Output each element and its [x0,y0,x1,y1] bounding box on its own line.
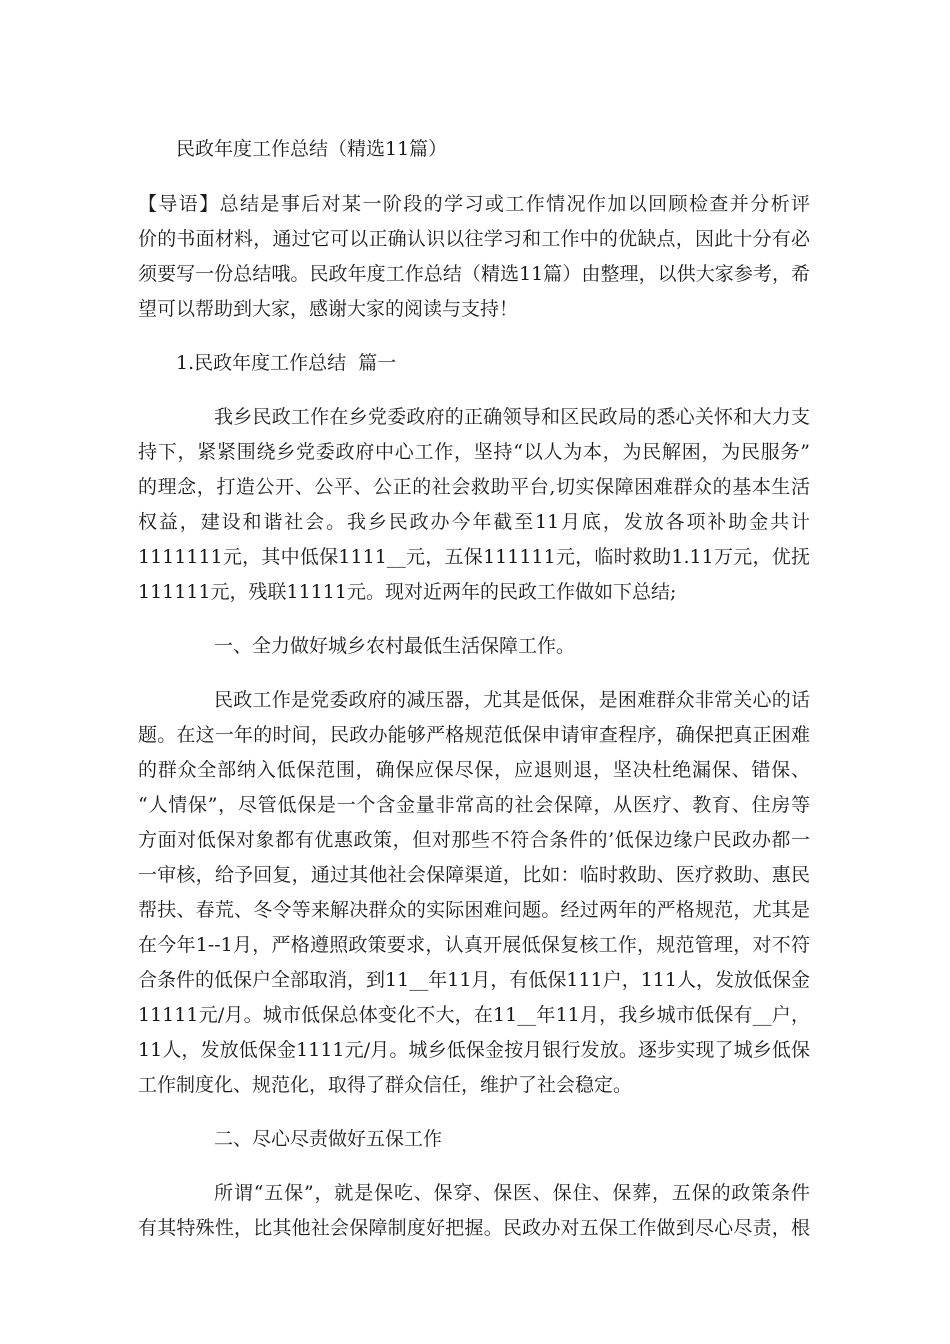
paragraph-line: “人情保”，尽管低保是一个含金量非常高的社会保障，从医疗、教育、住房等 [138,794,810,816]
paragraph-line: 一审核，给予回复，通过其他社会保障渠道，比如：临时救助、医疗救助、惠民 [138,864,810,886]
paragraph-line: 11111元/月。城市低保总体变化不大，在11__年11月，我乡城市低保有__户， [138,1004,810,1026]
paragraph-line: 我乡民政工作在乡党委政府的正确领导和区民政局的悉心关怀和大力支 [214,406,810,428]
section1-heading: 1.民政年度工作总结 篇一 [176,352,397,374]
paragraph-line: 方面对低保对象都有优惠政策，但对那些不符合条件的’低保边缘户民政办都一 [138,829,810,851]
intro-line: 价的书面材料，通过它可以正确认识以往学习和工作中的优缺点，因此十分有必 [138,228,810,250]
paragraph-line: 合条件的低保户全部取消，到11__年11月，有低保111户，111人，发放低保金 [138,969,810,991]
paragraph-line: 持下，紧紧围绕乡党委政府中心工作，坚持“以人为本，为民解困，为民服务” [138,441,810,463]
paragraph-line: 权益，建设和谐社会。我乡民政办今年截至11月底，发放各项补助金共计 [138,511,810,533]
paragraph-line: 的理念，打造公开、公平、公正的社会救助平台,切实保障困难群众的基本生活 [138,476,810,498]
paragraph-line: 有其特殊性，比其他社会保障制度好把握。民政办对五保工作做到尽心尽责，根 [138,1217,810,1239]
paragraph-line: 的群众全部纳入低保范围，确保应保尽保，应退则退，坚决杜绝漏保、错保、 [138,759,810,781]
paragraph-line: 11人，发放低保金1111元/月。城乡低保金按月银行发放。逐步实现了城乡低保 [138,1039,810,1061]
heading-two: 二、尽心尽责做好五保工作 [214,1128,443,1150]
paragraph-line: 在今年1--1月，严格遵照政策要求，认真开展低保复核工作，规范管理，对不符 [138,934,810,956]
heading-one: 一、全力做好城乡农村最低生活保障工作。 [214,635,576,657]
paragraph-line: 帮扶、春荒、冬令等来解决群众的实际困难问题。经过两年的严格规范，尤其是 [138,899,810,921]
paragraph-line: 所谓“五保”，就是保吃、保穿、保医、保住、保葬，五保的政策条件 [214,1182,810,1204]
intro-line: 【导语】总结是事后对某一阶段的学习或工作情况作加以回顾检查并分析评 [138,193,810,215]
intro-line: 须要写一份总结哦。民政年度工作总结（精选11篇）由整理，以供大家参考，希 [138,263,810,285]
paragraph-line: 工作制度化、规范化，取得了群众信任，维护了社会稳定。 [138,1074,633,1096]
paragraph-line: 题。在这一年的时间，民政办能够严格规范低保申请审查程序，确保把真正困难 [138,724,810,746]
paragraph-line: 1111111元，其中低保1111__元，五保111111元，临时救助1.11万元，优抚 [138,546,810,568]
document-title: 民政年度工作总结（精选11篇） [176,138,448,160]
intro-line: 望可以帮助到大家，感谢大家的阅读与支持！ [138,298,519,320]
paragraph-line: 民政工作是党委政府的减压器，尤其是低保，是困难群众非常关心的话 [214,689,810,711]
paragraph-line: 111111元，残联11111元。现对近两年的民政工作做如下总结; [138,581,677,603]
